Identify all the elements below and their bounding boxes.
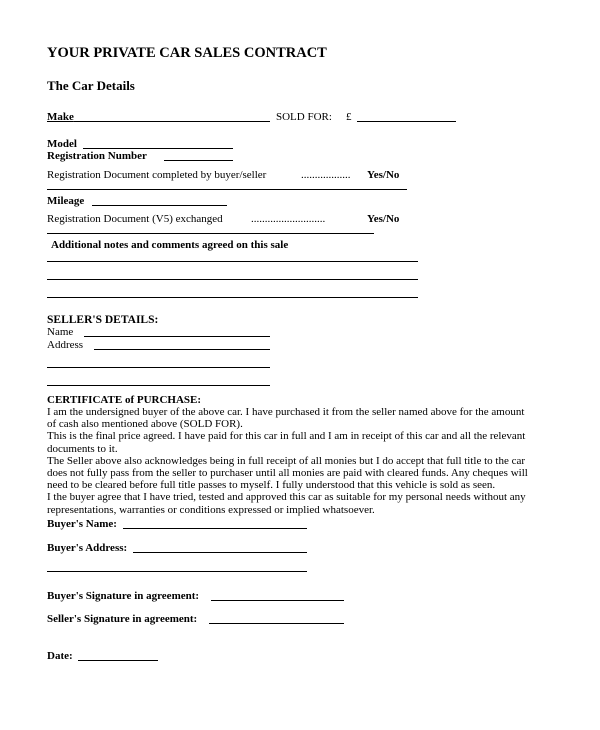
seller-address-line-2[interactable] xyxy=(47,367,270,368)
buyers-signature-label: Buyer's Signature in agreement: xyxy=(47,590,200,602)
car-details-heading: The Car Details xyxy=(47,78,135,93)
certificate-line: need to be cleared before full title passes to myself. I fully understood that this vehicle is sold as seen. xyxy=(47,479,496,492)
additional-notes-label: Additional notes and comments agreed on this sale xyxy=(51,239,289,251)
certificate-line: I the buyer agree that I have tried, tested and approved this car as suitable for my personal needs without any xyxy=(47,491,526,504)
make-field[interactable] xyxy=(74,121,270,122)
registration-document-label: Registration Document completed by buyer/seller xyxy=(47,169,267,181)
v5-line[interactable] xyxy=(47,233,374,234)
mileage-label: Mileage xyxy=(47,195,85,207)
notes-line-3[interactable] xyxy=(47,297,418,298)
seller-name-label: Name xyxy=(47,326,74,338)
certificate-line: does not fully pass from the seller to purchaser until all monies are paid with cleared funds. Any cheques will xyxy=(47,467,528,480)
date-label: Date: xyxy=(47,650,73,662)
v5-dots: ........................... xyxy=(251,213,326,225)
date-field[interactable] xyxy=(78,660,158,661)
sold-for-label: SOLD FOR: xyxy=(276,111,332,123)
registration-number-field[interactable] xyxy=(164,160,233,161)
certificate-line: I am the undersigned buyer of the above car. I have purchased it from the seller named above for the amount xyxy=(47,406,525,418)
buyers-address-line-2[interactable] xyxy=(47,571,307,572)
seller-name-field[interactable] xyxy=(84,336,270,337)
sellers-details-heading: SELLER'S DETAILS: xyxy=(47,314,159,326)
make-label: Make xyxy=(47,111,74,123)
registration-document-yes-no[interactable]: Yes/No xyxy=(367,169,400,181)
model-field[interactable] xyxy=(83,148,233,149)
sold-for-field[interactable] xyxy=(357,121,456,122)
page-title: YOUR PRIVATE CAR SALES CONTRACT xyxy=(47,45,327,61)
currency-symbol: £ xyxy=(346,111,352,123)
notes-line-2[interactable] xyxy=(47,279,418,280)
certificate-line: representations, warranties or conditions expressed or implied whatsoever. xyxy=(47,503,375,516)
seller-address-line-3[interactable] xyxy=(47,385,270,386)
v5-yes-no[interactable]: Yes/No xyxy=(367,213,400,225)
certificate-heading: CERTIFICATE of PURCHASE: xyxy=(47,394,202,406)
certificate-line: documents to it. xyxy=(47,442,118,455)
sellers-signature-label: Seller's Signature in agreement: xyxy=(47,613,198,625)
seller-address-label: Address xyxy=(47,339,84,351)
mileage-field[interactable] xyxy=(92,205,227,206)
certificate-line: This is the final price agreed. I have paid for this car in full and I am in receipt of this car and all the relevant xyxy=(47,430,526,443)
buyers-signature-field[interactable] xyxy=(211,600,344,601)
registration-document-line[interactable] xyxy=(47,189,407,190)
notes-line-1[interactable] xyxy=(47,261,418,262)
buyers-name-label: Buyer's Name: xyxy=(47,518,117,530)
buyers-name-field[interactable] xyxy=(123,528,307,529)
certificate-line: The Seller above also acknowledges being in full receipt of all monies but I do accept that full title to the car xyxy=(47,454,526,467)
model-label: Model xyxy=(47,138,77,150)
certificate-text xyxy=(47,406,562,516)
v5-label: Registration Document (V5) exchanged xyxy=(47,213,223,225)
registration-number-label: Registration Number xyxy=(47,150,147,162)
seller-address-field[interactable] xyxy=(94,349,270,350)
sellers-signature-field[interactable] xyxy=(209,623,344,624)
certificate-line: of cash also mentioned above (SOLD FOR). xyxy=(47,418,243,431)
buyers-address-field[interactable] xyxy=(133,552,307,553)
registration-document-dots: .................. xyxy=(301,169,351,181)
buyers-address-label: Buyer's Address: xyxy=(47,542,128,554)
